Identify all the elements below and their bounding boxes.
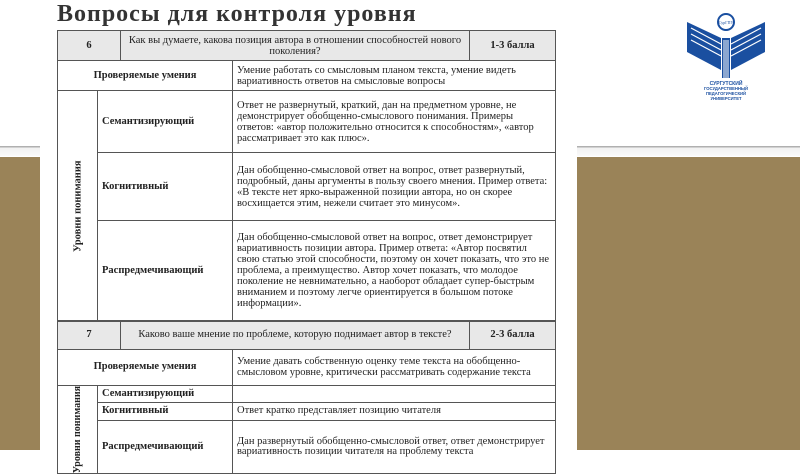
question-number: 6: [58, 31, 121, 61]
level-text: [233, 386, 556, 403]
level-name: Когнитивный: [98, 402, 233, 420]
level-text: Дан обобщенно-смысловой ответ на вопрос, ответ демонстрирует вариативность позиции автора. Пример ответа: «Автор посвятил свою статью этой способности, поэтому он хочет показать, что это не проблема, а преимущество. Автор хочет показать, что молодое поколение не невнимательно, а наоборот обладает супер-быстрым вниманием и поэтому легче ориентируется в большом потоке информации».: [233, 221, 556, 321]
skills-text: Умение давать собственную оценку теме текста на обобщенно-смысловом уровне, критически рассматривать содержание текста: [233, 350, 556, 386]
levels-label: Уровни понимания: [58, 386, 98, 474]
svg-text:ГОСУДАРСТВЕННЫЙ: ГОСУДАРСТВЕННЫЙ: [703, 86, 749, 91]
skills-row: [58, 61, 556, 91]
question-text: Как вы думаете, какова позиция автора в отношении способностей нового поколения?: [121, 31, 470, 61]
slide-title: Вопросы для контроля уровня: [57, 1, 417, 27]
question-header-row: [58, 31, 556, 61]
question-text: Каково ваше мнение по проблеме, которую поднимает автор в тексте?: [121, 322, 470, 350]
level-text: Дан обобщенно-смысловой ответ на вопрос, ответ развернутый, подробный, даны аргументы в пользу своего мнения. Пример ответа: «В тексте нет ярко-выраженной позиции автора, но он скорее восхищается этим, нежели считает это минусом».: [233, 153, 556, 221]
level-row: [58, 421, 556, 474]
question-6-table: [57, 30, 556, 321]
skills-label: Проверяемые умения: [58, 350, 233, 386]
level-row: [58, 91, 556, 153]
question-7-table: [57, 321, 556, 474]
level-row: [58, 402, 556, 420]
question-number: 7: [58, 322, 121, 350]
svg-text:СУРГУТСКИЙ: СУРГУТСКИЙ: [709, 81, 743, 87]
level-row: [58, 386, 556, 403]
level-name: Семантизирующий: [98, 91, 233, 153]
level-name: Семантизирующий: [98, 386, 233, 403]
question-points: 1-3 балла: [470, 31, 556, 61]
level-text: Ответ не развернутый, краткий, дан на предметном уровне, не демонстрирует обобщенно-смыслового понимания. Примеры ответов: «автор положительно относится к способностям», «автор рассматривает это как плюс».: [233, 91, 556, 153]
level-name: Когнитивный: [98, 153, 233, 221]
level-row: [58, 221, 556, 321]
question-header-row: [58, 322, 556, 350]
svg-text:ПЕДАГОГИЧЕСКИЙ: ПЕДАГОГИЧЕСКИЙ: [705, 91, 747, 96]
svg-text:УНИВЕРСИТЕТ: УНИВЕРСИТЕТ: [710, 96, 742, 100]
skills-text: Умение работать со смысловым планом текста, умение видеть вариативность ответов на смысловые вопросы: [233, 61, 556, 91]
question-points: 2-3 балла: [470, 322, 556, 350]
level-text: Дан развернутый обобщенно-смысловой ответ, ответ демонстрирует вариативность позиции читателя на проблему текста: [233, 421, 556, 474]
skills-row: [58, 350, 556, 386]
level-text: Ответ кратко представляет позицию читателя: [233, 402, 556, 420]
level-name: Распредмечивающий: [98, 221, 233, 321]
level-name: Распредмечивающий: [98, 421, 233, 474]
logo-badge: СурГПУ: [718, 20, 734, 25]
levels-label: Уровни понимания: [58, 91, 98, 321]
university-logo-icon: [683, 8, 769, 100]
skills-label: Проверяемые умения: [58, 61, 233, 91]
level-row: [58, 153, 556, 221]
